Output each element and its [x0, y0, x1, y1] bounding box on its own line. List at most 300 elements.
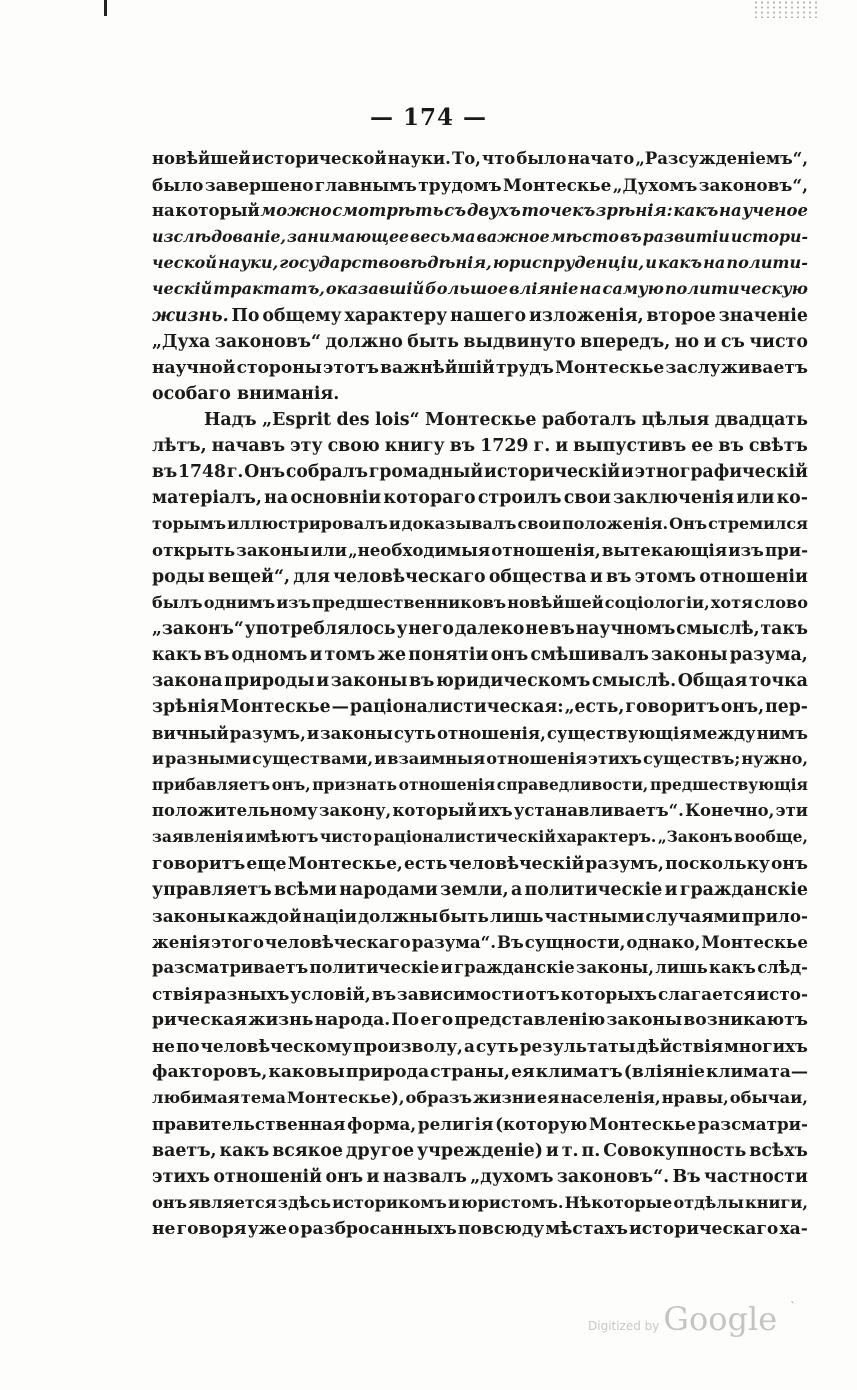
word: имѣютъ — [245, 827, 319, 847]
word: тема — [240, 1088, 286, 1108]
text-line — [152, 355, 808, 381]
word: климатъ — [535, 1062, 623, 1083]
word: важнѣйшій — [380, 357, 495, 378]
word: законы — [330, 670, 408, 691]
word: эти — [775, 801, 808, 821]
word: роды — [152, 566, 205, 587]
text-line — [152, 720, 808, 746]
word: въ — [152, 462, 178, 483]
word: произволу, — [353, 1036, 463, 1057]
word: и — [309, 644, 323, 665]
word: свои — [563, 488, 611, 509]
word: По — [391, 1010, 420, 1031]
word: точекъ — [521, 201, 596, 221]
word: лишь — [489, 905, 544, 926]
text-line — [152, 1190, 808, 1216]
text-line — [152, 303, 808, 329]
word: исторической — [251, 149, 387, 168]
word: закона — [152, 670, 223, 691]
word: зависимости — [397, 984, 525, 1004]
word: науки. — [387, 149, 451, 168]
word: свѣтъ — [748, 436, 808, 457]
word: что — [482, 149, 516, 168]
word: онъ — [490, 644, 529, 665]
word: главнымъ — [314, 175, 417, 196]
word: уже — [247, 1218, 287, 1239]
word: природа — [345, 1062, 430, 1083]
word: хотя — [710, 592, 753, 612]
word: въ — [371, 984, 397, 1004]
word: „Законъ — [657, 827, 733, 847]
word: нужно, — [741, 749, 808, 769]
word: далеко — [454, 618, 525, 639]
word: говоритъ — [625, 696, 720, 717]
word: при- — [765, 540, 808, 561]
word: употреблялось — [244, 618, 396, 639]
word: нимъ — [756, 723, 808, 744]
text-line — [152, 929, 808, 955]
text-line — [152, 798, 808, 824]
word: завершено — [204, 175, 314, 196]
word: развитіи — [642, 227, 730, 247]
word: пер- — [765, 696, 808, 717]
word: ческой — [152, 253, 217, 273]
word: всякое — [272, 1140, 343, 1161]
word: Онъ — [669, 514, 708, 534]
word: же — [377, 644, 407, 665]
word: п. — [581, 1140, 601, 1161]
word: общему — [262, 305, 342, 326]
word: Въ — [496, 931, 524, 952]
word: матеріалъ, — [152, 488, 262, 509]
word: какъ — [658, 253, 703, 273]
text-line — [152, 329, 808, 355]
word: смыслѣ, — [676, 618, 760, 639]
word: вниманія. — [237, 383, 340, 404]
word: возникаютъ — [683, 1010, 808, 1031]
word: человѣческому — [200, 1036, 353, 1057]
word: эту — [290, 436, 323, 457]
word: него — [408, 618, 454, 639]
word: народа. — [314, 1010, 391, 1031]
word: правительственная — [152, 1114, 346, 1135]
word: въ — [718, 436, 744, 457]
word: законы — [606, 1010, 683, 1031]
word: жизни — [473, 1088, 536, 1108]
word: образъ — [405, 1088, 473, 1108]
word: томъ — [324, 644, 376, 665]
digitized-prefix: Digitized by — [588, 1319, 660, 1333]
word: юридическомъ — [435, 670, 591, 691]
text-line — [152, 746, 808, 772]
word: „необходимыя — [348, 540, 491, 561]
text-line — [152, 903, 808, 929]
word: въ — [619, 227, 642, 247]
word: между — [692, 723, 756, 744]
word: Монтескье, — [287, 853, 403, 874]
word: исто- — [756, 984, 808, 1004]
word: вообще, — [734, 827, 808, 847]
word: о — [288, 1218, 300, 1239]
word: на — [152, 201, 175, 221]
word: дѣйствія — [636, 1036, 724, 1057]
text-line — [152, 642, 808, 668]
word: и — [703, 331, 717, 352]
text-line — [152, 224, 808, 250]
text-line — [152, 407, 808, 433]
word: обычаи, — [729, 1088, 808, 1108]
word: По — [231, 305, 260, 326]
word: политическіе — [309, 957, 440, 977]
word: для — [293, 566, 330, 587]
text-line — [152, 1164, 808, 1190]
word: прибавляетъ — [152, 776, 271, 795]
word: понятіи — [408, 644, 489, 665]
word: мѣстахъ — [545, 1218, 628, 1239]
word: случаями — [645, 905, 741, 926]
word: разныхъ — [204, 984, 290, 1004]
word: человѣческаго — [264, 931, 411, 952]
word: законы, — [576, 957, 654, 977]
word: юриспруденціи, — [492, 253, 645, 273]
word: не — [525, 618, 549, 639]
word: вичный — [152, 723, 229, 744]
text-line — [152, 537, 808, 563]
word: котораго — [383, 488, 476, 509]
word: доказывалъ — [401, 514, 517, 534]
word: былъ — [152, 592, 203, 612]
word: ваетъ, — [152, 1140, 217, 1161]
word: законовъ“. — [556, 1166, 670, 1187]
word: рическая — [152, 1010, 247, 1031]
text-line — [152, 433, 808, 459]
word: „духомъ — [470, 1166, 554, 1187]
word: смотрѣть — [332, 201, 444, 221]
word: учрежденіе) — [417, 1140, 543, 1161]
word: или — [310, 540, 347, 561]
word: мѣсто — [550, 227, 619, 247]
word: и — [555, 436, 569, 457]
word: точка — [748, 670, 808, 691]
word: характеру — [344, 305, 448, 326]
word: можно — [260, 201, 332, 221]
word: стремился — [708, 514, 808, 534]
word: законы — [236, 540, 310, 561]
word: и — [374, 749, 387, 769]
word: человѣческій — [448, 853, 585, 874]
word: взаимныя — [387, 749, 486, 769]
word: (которую — [495, 1114, 588, 1135]
word: политическіе — [524, 879, 663, 900]
word: жизнь. — [152, 305, 229, 326]
word: громадный — [368, 462, 484, 483]
word: сущности, — [524, 931, 626, 952]
word: разума, — [729, 644, 808, 665]
word: земли, — [440, 879, 509, 900]
word: у — [396, 618, 408, 639]
word: выпустивъ — [573, 436, 687, 457]
word: Конечно, — [685, 801, 775, 821]
word: съ — [444, 201, 467, 221]
word: новѣйшей — [507, 592, 604, 612]
digitized-watermark — [588, 1300, 777, 1338]
word: науки, — [218, 253, 279, 273]
word: онъ — [325, 1166, 364, 1187]
word: второе — [646, 305, 716, 326]
word: Общая — [677, 670, 748, 691]
text-line — [152, 955, 808, 981]
word: ствія — [152, 984, 204, 1004]
word: разума“. — [411, 931, 496, 952]
word: положительному — [152, 801, 318, 821]
word: не — [152, 1218, 176, 1239]
word: ея — [511, 1062, 535, 1083]
word: „Духа — [152, 331, 211, 352]
text-line — [152, 198, 808, 224]
word: предшествующія — [649, 776, 808, 795]
word: ческій — [152, 279, 213, 299]
word: онъ — [152, 1192, 187, 1212]
word: выдвинуто — [463, 331, 576, 352]
word: научной — [152, 357, 236, 378]
text-line — [152, 250, 808, 276]
word: человѣческаго — [333, 566, 486, 587]
word: религія — [417, 1114, 494, 1135]
word: или — [736, 488, 775, 509]
word: изъ — [276, 592, 311, 612]
word: ха- — [779, 1218, 808, 1239]
word: значеніе — [718, 305, 808, 326]
word: въ — [549, 618, 575, 639]
word: „есть, — [564, 696, 625, 717]
word: законовъ“ — [214, 331, 321, 352]
text-line — [152, 381, 808, 407]
word: отъ — [525, 984, 560, 1004]
word: юристомъ. — [461, 1192, 564, 1212]
text-line — [152, 824, 808, 850]
word: свою — [327, 436, 380, 457]
word: но — [674, 331, 700, 352]
word: и — [589, 566, 603, 587]
text-line — [152, 459, 808, 485]
word: „законъ“ — [152, 618, 244, 639]
scan-mark: ` — [790, 1300, 796, 1314]
word: ее — [691, 436, 714, 457]
word: соціологіи, — [604, 592, 710, 612]
word: собралъ — [285, 462, 368, 483]
word: г. — [226, 462, 244, 483]
word: народами — [339, 879, 438, 900]
word: существами, — [252, 749, 374, 769]
word: вытекающія — [601, 540, 728, 561]
word: отношеній — [213, 1166, 323, 1187]
word: гражданскіе — [679, 879, 808, 900]
word: трудъ — [496, 357, 554, 378]
word: вліяніе — [508, 279, 579, 299]
scan-edge-mark — [104, 0, 107, 16]
word: историческаго — [629, 1218, 779, 1239]
word: двадцать — [714, 409, 808, 430]
word: Монтескье — [425, 409, 537, 430]
word: изъ — [728, 540, 764, 561]
word: прило- — [741, 905, 808, 926]
word: ученое — [742, 201, 808, 221]
word: заявленія — [152, 827, 244, 847]
word: было — [516, 149, 567, 168]
word: многихъ — [724, 1036, 808, 1057]
word: т. — [561, 1140, 579, 1161]
word: Монтескье — [701, 931, 808, 952]
word: Онъ — [244, 462, 286, 483]
word: суть — [393, 723, 436, 744]
word: смыслѣ. — [591, 670, 677, 691]
word: чисто — [319, 827, 373, 847]
text-line — [152, 172, 808, 198]
text-line — [152, 590, 808, 616]
word: des — [336, 409, 370, 430]
word: который — [175, 201, 260, 221]
word: однако, — [626, 931, 701, 952]
word: говоритъ — [152, 853, 246, 874]
word: лишь — [655, 957, 708, 977]
word: особаго — [152, 383, 231, 404]
word: частности — [703, 1166, 808, 1187]
word: на — [719, 201, 742, 221]
word: является — [188, 1192, 277, 1212]
word: цѣлыя — [641, 409, 710, 430]
word: отношенія, — [436, 723, 546, 744]
word: въ — [408, 670, 435, 691]
word: какъ — [709, 957, 756, 977]
word: „Esprit — [262, 409, 332, 430]
word: какъ — [219, 1140, 270, 1161]
word: и — [152, 749, 164, 769]
word: двухъ — [466, 201, 521, 221]
word: и — [440, 957, 453, 977]
word: истори- — [730, 227, 808, 247]
text-line — [152, 694, 808, 720]
word: и — [366, 1166, 380, 1187]
word: всѣхъ — [749, 1140, 808, 1161]
word: такъ — [760, 618, 808, 639]
word: существующія — [546, 723, 692, 744]
text-line — [152, 1216, 808, 1242]
word: и — [388, 514, 401, 534]
word: разумъ, — [585, 853, 664, 874]
word: есть — [404, 853, 448, 874]
word: на — [264, 488, 289, 509]
word: отношенія — [398, 776, 496, 795]
word: Монтескье — [503, 175, 612, 196]
word: законы — [650, 644, 728, 665]
word: представленію — [454, 1010, 606, 1031]
word: одномъ — [231, 644, 308, 665]
word: историческій — [484, 462, 621, 483]
word: и — [645, 253, 657, 273]
word: ея — [536, 1088, 560, 1108]
word: начавъ — [211, 436, 286, 457]
word: 1748 — [178, 462, 226, 483]
word: lois“ — [374, 409, 420, 430]
word: То, — [451, 149, 481, 168]
text-line — [152, 1059, 808, 1085]
word: поскольку — [665, 853, 770, 874]
word: этомъ — [634, 566, 697, 587]
word: и — [545, 1140, 559, 1161]
word: женія — [152, 931, 211, 952]
word: и — [306, 723, 320, 744]
word: Монтескье — [220, 696, 331, 717]
word: Совокупность — [603, 1140, 747, 1161]
text-line — [152, 616, 808, 642]
word: разбросанныхъ — [300, 1218, 457, 1239]
word: стороны — [236, 357, 322, 378]
text-line — [152, 485, 808, 511]
word: историкомъ — [332, 1192, 447, 1212]
word: страны, — [430, 1062, 510, 1083]
word: жизнь — [248, 1010, 314, 1031]
word: слѣд- — [757, 957, 808, 977]
word: большое — [425, 279, 509, 299]
word: лѣтъ, — [152, 436, 207, 457]
word: суть — [475, 1036, 519, 1057]
text-line — [152, 146, 808, 172]
word: природы — [224, 670, 315, 691]
word: населенія, — [560, 1088, 661, 1108]
word: оказавшій — [325, 279, 425, 299]
word: существъ; — [643, 749, 741, 769]
word: здѣсь — [277, 1192, 331, 1212]
word: зрѣнія: — [595, 201, 673, 221]
word: законовъ“, — [698, 175, 808, 196]
word: иллюстрировалъ — [227, 514, 388, 534]
word: признать — [312, 776, 397, 795]
word: климата— — [706, 1062, 808, 1083]
word: г. — [533, 436, 551, 457]
word: и — [664, 879, 678, 900]
word: на — [703, 253, 726, 273]
word: любимая — [152, 1088, 240, 1108]
word: Надъ — [204, 409, 257, 430]
word: говоря — [176, 1218, 247, 1239]
word: и — [316, 670, 330, 691]
word: быть — [407, 331, 459, 352]
word: государствовѣдѣнія, — [279, 253, 492, 273]
word: строилъ — [477, 488, 562, 509]
word: разумъ, — [229, 723, 306, 744]
google-logo: Google — [663, 1300, 778, 1338]
word: управляетъ — [152, 879, 272, 900]
word: занимающее — [287, 227, 409, 247]
word: отношенія, — [491, 540, 601, 561]
body-text — [152, 146, 808, 1242]
word: весьма — [410, 227, 476, 247]
word: этнографическій — [634, 462, 808, 483]
word: книгу — [384, 436, 445, 457]
word: Нѣкоторые — [564, 1192, 673, 1212]
word: онъ, — [271, 776, 311, 795]
word: новѣйшей — [152, 149, 251, 168]
word: ихъ — [478, 801, 513, 821]
word: быть — [439, 905, 489, 926]
word: которыхъ — [560, 984, 658, 1004]
word: онъ — [771, 853, 808, 874]
word: ко- — [776, 488, 808, 509]
word: Монтескье — [555, 357, 665, 378]
word: по — [176, 1036, 200, 1057]
word: результаты — [519, 1036, 636, 1057]
word: трудомъ — [418, 175, 502, 196]
